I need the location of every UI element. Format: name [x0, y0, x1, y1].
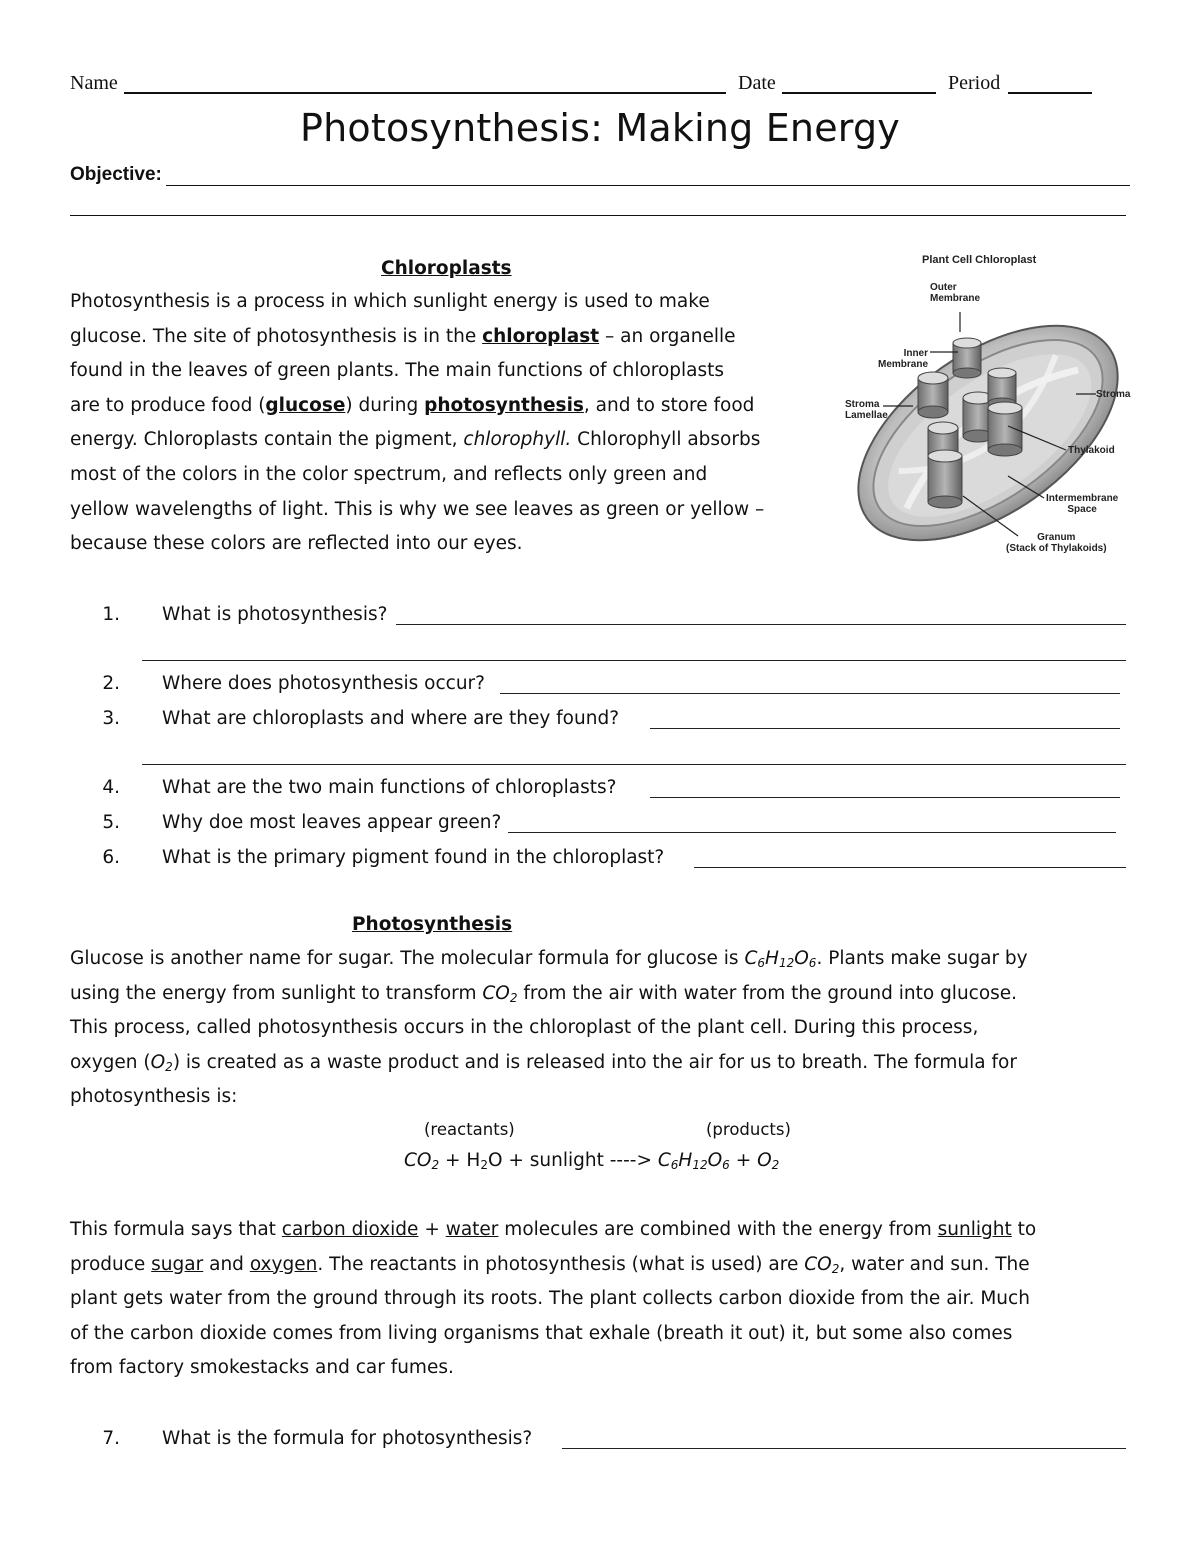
question-7: [90, 1428, 1130, 1458]
text: glucose. The site of photosynthesis is in the: [70, 325, 483, 347]
products-label: (products): [706, 1120, 791, 1139]
para-line: [70, 354, 830, 389]
section-heading-chloroplasts: Chloroplasts: [381, 258, 512, 279]
figure-title: Plant Cell Chloroplast: [922, 254, 1037, 266]
text: found in the leaves of green plants. The main functions of chloroplasts: [70, 360, 725, 382]
label-intermembrane-space: Intermembrane Space: [1046, 493, 1119, 515]
para-line: [70, 389, 830, 424]
term-chlorophyll: chlorophyll.: [463, 429, 572, 451]
para-line: [70, 493, 830, 528]
answer-line[interactable]: [500, 693, 1120, 694]
question-number: 6.: [102, 847, 120, 868]
answer-line[interactable]: [396, 624, 1126, 625]
question-number: 3.: [102, 708, 120, 729]
question-text: What is the formula for photosynthesis?: [162, 1428, 533, 1449]
reactants-label: (reactants): [424, 1120, 515, 1139]
term-glucose: glucose: [265, 394, 346, 416]
para-line: [70, 285, 830, 320]
answer-line[interactable]: [694, 867, 1126, 868]
date-label: Date: [738, 72, 776, 94]
question-text: What is the primary pigment found in the chloroplast?: [162, 847, 665, 868]
section-heading-photosynthesis: Photosynthesis: [352, 914, 513, 935]
question-number: 2.: [102, 673, 120, 694]
para-line: [70, 527, 830, 562]
photosynthesis-paragraph: Glucose is another name for sugar. The molecular formula for glucose is $C_6H_{12}O_6$. Plants make sugar by using the energy from sunlight to transform $CO_2$ from the air with water from the ground into glucose. This process, called photosynthesis occurs in the chloroplast of the plant cell. During this process, oxygen $(O_2)$ is created as a waste product and is released into the air for us to breath. The formula for photosynthesis is:: [70, 948, 1028, 1108]
formula-explanation-paragraph: This formula says that carbon dioxide + water molecules are combined with the energy from sunlight to produce sugar and oxygen. The reactants in photosynthesis (what is used) are $CO_2$, water and sun. The plant gets water from the ground through its roots. The plant collects carbon dioxide from the air. Much of the carbon dioxide comes from living organisms that exhale (breath it out) it, but some also comes from factory smokestacks and car fumes.: [70, 1219, 1037, 1379]
answer-line[interactable]: [562, 1448, 1126, 1449]
answer-line[interactable]: [142, 660, 1126, 661]
name-field[interactable]: [124, 92, 726, 94]
question-number: 5.: [102, 812, 120, 833]
text: most of the colors in the color spectrum, and reflects only green and: [70, 463, 708, 485]
objective-field-line-1[interactable]: [166, 185, 1130, 186]
photosynthesis-equation: $CO_2 + H_2O$ + sunlight ----> $C_6H_{12}O_6 + O_2$: [404, 1150, 780, 1172]
term-chloroplast: chloroplast: [482, 325, 600, 347]
answer-line[interactable]: [142, 764, 1126, 765]
text: are to produce food (: [70, 394, 266, 416]
term-photosynthesis: photosynthesis: [424, 394, 584, 416]
para-line: [70, 458, 830, 493]
objective-label: Objective:: [70, 164, 162, 185]
text: – an organelle: [599, 325, 736, 347]
answer-line[interactable]: [650, 797, 1120, 798]
text: Chlorophyll absorbs: [571, 429, 761, 451]
question-text: What is photosynthesis?: [162, 604, 388, 625]
text: energy. Chloroplasts contain the pigment,: [70, 429, 464, 451]
question-number: 4.: [102, 777, 120, 798]
text: Photosynthesis is a process in which sunlight energy is used to make: [70, 291, 710, 312]
para-line: [70, 320, 830, 355]
page-title: Photosynthesis: Making Energy: [300, 106, 900, 150]
question-text: What are the two main functions of chloroplasts?: [162, 777, 617, 798]
label-granum: Granum (Stack of Thylakoids): [1006, 532, 1107, 554]
text: , and to store food: [583, 394, 755, 416]
text: yellow wavelengths of light. This is why we see leaves as green or yellow –: [70, 498, 765, 520]
header-row: [70, 72, 1130, 100]
objective-field-line-2[interactable]: [70, 215, 1126, 216]
chloroplast-paragraph: [70, 285, 830, 562]
text: because these colors are reflected into our eyes.: [70, 533, 523, 555]
name-label: Name: [70, 72, 118, 94]
text: ) during: [345, 394, 425, 416]
answer-line[interactable]: [508, 832, 1116, 833]
label-stroma: Stroma: [1096, 389, 1131, 400]
answer-line[interactable]: [650, 728, 1120, 729]
question-list-1: [90, 604, 1130, 874]
chloroplast-diagram: [838, 248, 1138, 568]
period-field[interactable]: [1008, 92, 1092, 94]
label-outer-membrane: Outer Membrane: [930, 282, 981, 304]
label-stroma-lamellae: Stroma Lamellae: [845, 399, 888, 421]
period-label: Period: [948, 72, 1001, 94]
question-number: 7.: [102, 1428, 120, 1449]
question-text: Where does photosynthesis occur?: [162, 673, 485, 694]
date-field[interactable]: [782, 92, 936, 94]
label-inner-membrane: Inner Membrane: [878, 348, 929, 370]
question-text: What are chloroplasts and where are they found?: [162, 708, 620, 729]
question-text: Why doe most leaves appear green?: [162, 812, 502, 833]
para-line: [70, 423, 830, 458]
question-number: 1.: [102, 604, 120, 625]
label-thylakoid: Thylakoid: [1068, 445, 1115, 456]
